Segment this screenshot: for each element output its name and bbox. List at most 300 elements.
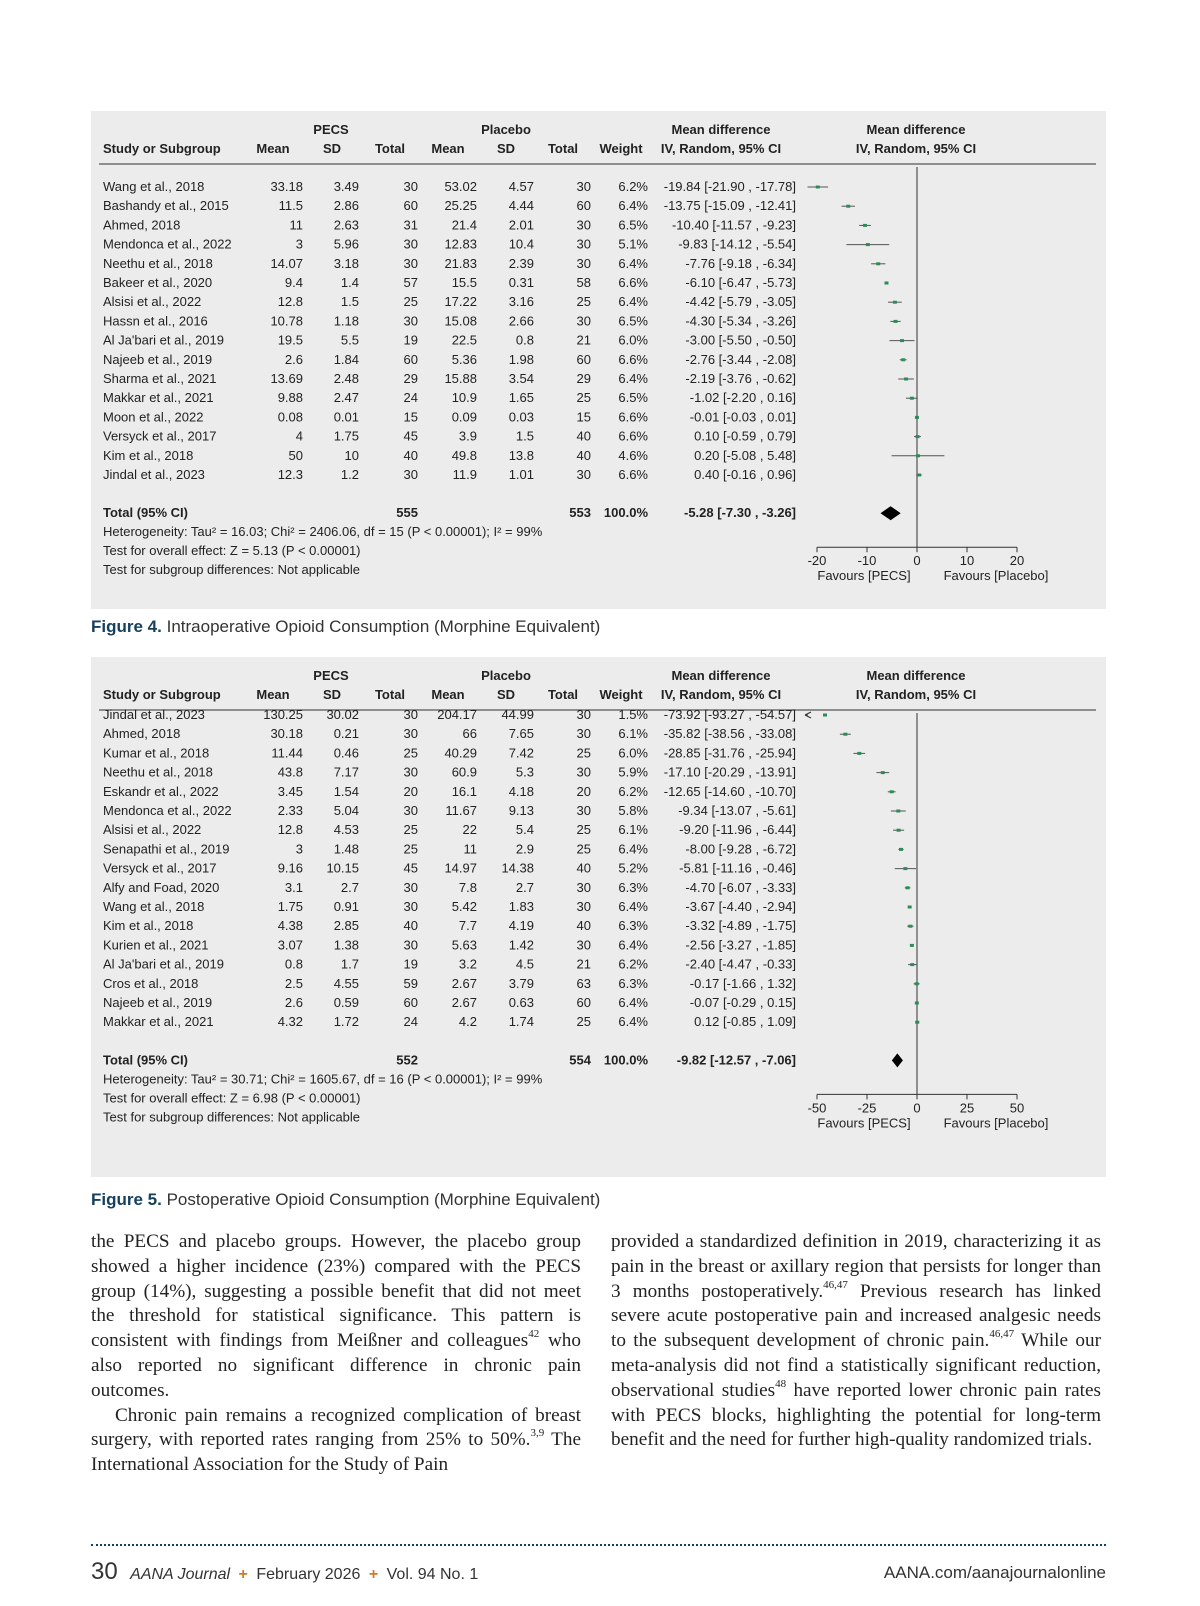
- pecs-mean: 12.8: [277, 294, 303, 310]
- citation: 48: [775, 1377, 787, 1390]
- placebo-sd: 7.65: [508, 726, 534, 742]
- pecs-mean: 2.33: [277, 803, 303, 818]
- placebo-mean: 204.17: [437, 707, 477, 722]
- placebo-total: 30: [576, 803, 591, 818]
- text: who also reported no significant difference in chronic pain outcomes.: [91, 1330, 581, 1401]
- pecs-sd: 2.63: [333, 217, 359, 233]
- placebo-mean: 10.9: [451, 390, 477, 406]
- weight: 5.8%: [618, 803, 648, 818]
- total-placebo: 553: [569, 505, 591, 521]
- ci-text: 0.10 [-0.59 , 0.79]: [694, 428, 796, 444]
- paragraph: [611, 1230, 1101, 1453]
- placebo-total: 30: [576, 179, 591, 194]
- placebo-total: 29: [576, 371, 591, 386]
- weight: 6.4%: [618, 995, 648, 1010]
- pecs-sd: 2.86: [333, 198, 359, 214]
- point-estimate: [915, 1002, 919, 1005]
- pecs-sd: 4.55: [333, 975, 359, 991]
- header-total-placebo: Total: [547, 687, 579, 702]
- pecs-mean: 9.4: [284, 275, 303, 290]
- placebo-total: 25: [576, 1014, 591, 1030]
- pecs-sd: 10: [344, 447, 359, 463]
- total-ci: -9.82 [-12.57 , -7.06]: [676, 1052, 796, 1068]
- page-number: 30: [91, 1558, 118, 1585]
- x-tick-label: -25: [857, 1100, 877, 1116]
- placebo-total: 40: [576, 860, 591, 876]
- weight: 6.4%: [618, 841, 648, 857]
- placebo-total: 20: [576, 783, 591, 799]
- header-mean-difference: Mean difference: [671, 668, 771, 683]
- placebo-total: 21: [576, 332, 591, 348]
- point-estimate: [876, 262, 880, 265]
- pecs-mean: 10.78: [270, 313, 303, 329]
- weight: 6.3%: [618, 879, 648, 895]
- pecs-sd: 1.2: [340, 467, 359, 482]
- total-weight: 100.0%: [603, 505, 648, 521]
- paragraph: [91, 1404, 581, 1478]
- pecs-sd: 2.47: [333, 390, 359, 406]
- ci-text: -3.32 [-4.89 , -1.75]: [685, 918, 796, 934]
- ci-text: -9.34 [-13.07 , -5.61]: [678, 803, 796, 818]
- pecs-sd: 30.02: [326, 707, 359, 722]
- pecs-total: 40: [403, 447, 418, 463]
- point-estimate: [897, 829, 901, 832]
- study-name: Moon et al., 2022: [103, 409, 204, 425]
- study-name: Jindal et al., 2023: [103, 707, 205, 722]
- pecs-total: 30: [403, 726, 418, 742]
- placebo-sd: 1.42: [508, 937, 534, 953]
- placebo-total: 60: [576, 198, 591, 214]
- pecs-total: 25: [403, 822, 418, 838]
- placebo-sd: 4.44: [508, 198, 534, 214]
- pecs-sd: 1.4: [340, 275, 359, 290]
- pecs-mean: 4.32: [277, 1014, 303, 1030]
- weight: 6.5%: [618, 217, 648, 233]
- placebo-mean: 4.2: [458, 1014, 477, 1030]
- ci-text: -1.02 [-2.20 , 0.16]: [689, 390, 796, 406]
- text: have reported lower chronic pain rates with PECS blocks, highlighting the potential for long-term benefit and the need for further high-quality randomized trials.: [611, 1379, 1102, 1451]
- pecs-sd: 1.38: [333, 937, 359, 953]
- placebo-mean: 15.08: [444, 313, 477, 329]
- figure-4-forest-plot: [91, 111, 1106, 609]
- placebo-mean: 12.83: [444, 236, 477, 252]
- figure-5-label: Figure 5.: [91, 1190, 162, 1209]
- ci-text: -0.17 [-1.66 , 1.32]: [689, 975, 796, 991]
- pecs-mean: 12.3: [277, 467, 303, 482]
- point-estimate: [894, 320, 898, 323]
- pecs-sd: 1.72: [333, 1014, 359, 1030]
- study-name: Al Ja'bari et al., 2019: [103, 956, 224, 972]
- paragraph: [91, 1230, 581, 1404]
- placebo-sd: 0.31: [508, 275, 534, 290]
- study-name: Alsisi et al., 2022: [103, 294, 202, 310]
- pecs-total: 60: [403, 995, 418, 1010]
- placebo-total: 60: [576, 351, 591, 367]
- pecs-sd: 3.18: [333, 255, 359, 271]
- ci-text: -2.56 [-3.27 , -1.85]: [685, 937, 796, 953]
- pecs-total: 25: [403, 745, 418, 761]
- placebo-mean: 3.2: [458, 956, 477, 972]
- figure-4-label: Figure 4.: [91, 617, 162, 636]
- journal-name: AANA Journal: [130, 1566, 231, 1583]
- point-estimate: [904, 378, 908, 381]
- point-estimate: [816, 186, 820, 189]
- ci-text: -4.42 [-5.79 , -3.05]: [685, 294, 796, 310]
- placebo-total: 25: [576, 294, 591, 310]
- point-estimate: [903, 867, 907, 870]
- study-name: Wang et al., 2018: [103, 179, 205, 194]
- placebo-mean: 2.67: [451, 975, 477, 991]
- pecs-sd: 0.01: [333, 409, 359, 425]
- point-estimate: [899, 848, 903, 851]
- study-name: Makkar et al., 2021: [103, 390, 214, 406]
- pecs-total: 24: [403, 390, 418, 406]
- placebo-mean: 2.67: [451, 995, 477, 1010]
- study-name: Sharma et al., 2021: [103, 371, 217, 386]
- placebo-sd: 14.38: [501, 860, 534, 876]
- pecs-sd: 10.15: [326, 860, 359, 876]
- placebo-mean: 17.22: [444, 294, 477, 310]
- pooled-diamond: [881, 506, 901, 520]
- header-pecs: PECS: [313, 122, 349, 137]
- placebo-mean: 7.8: [458, 879, 477, 895]
- x-tick-label: 0: [913, 1100, 921, 1116]
- pecs-mean: 3: [295, 236, 303, 252]
- figure-5-caption: [91, 1190, 600, 1210]
- pecs-total: 30: [403, 313, 418, 329]
- ci-arrow: [805, 712, 811, 718]
- ci-text: -35.82 [-38.56 , -33.08]: [663, 726, 796, 742]
- text: The International Association for the Study of Pain: [91, 1429, 581, 1476]
- weight: 6.3%: [618, 975, 648, 991]
- study-name: Kumar et al., 2018: [103, 745, 210, 761]
- pecs-mean: 19.5: [277, 332, 303, 348]
- placebo-sd: 0.8: [515, 332, 534, 348]
- journal-url[interactable]: AANA.com/aanajournalonline: [883, 1563, 1106, 1582]
- issue-date: February 2026: [256, 1566, 361, 1583]
- pecs-sd: 2.48: [333, 371, 359, 386]
- volume: Vol. 94 No. 1: [386, 1566, 479, 1583]
- weight: 6.3%: [618, 918, 648, 934]
- placebo-total: 25: [576, 841, 591, 857]
- pecs-mean: 2.6: [284, 351, 303, 367]
- placebo-mean: 15.88: [444, 371, 477, 386]
- placebo-sd: 1.83: [508, 899, 534, 914]
- weight: 6.5%: [618, 390, 648, 406]
- pecs-sd: 0.91: [333, 899, 359, 914]
- placebo-mean: 22: [462, 822, 477, 838]
- subgroup-test: Test for subgroup differences: Not applicable: [103, 562, 361, 578]
- placebo-sd: 1.5: [515, 428, 534, 444]
- x-tick-label: -20: [807, 553, 827, 569]
- placebo-mean: 14.97: [444, 860, 477, 876]
- pecs-sd: 2.7: [340, 879, 359, 895]
- placebo-total: 40: [576, 918, 591, 934]
- ci-text: -7.76 [-9.18 , -6.34]: [685, 255, 796, 271]
- placebo-total: 30: [576, 879, 591, 895]
- x-tick-label: -10: [857, 553, 877, 569]
- ci-text: -3.67 [-4.40 , -2.94]: [685, 899, 796, 914]
- placebo-sd: 1.65: [508, 390, 534, 406]
- placebo-sd: 4.5: [515, 956, 534, 972]
- placebo-total: 21: [576, 956, 591, 972]
- pecs-sd: 0.59: [333, 995, 359, 1010]
- ci-text: -8.00 [-9.28 , -6.72]: [685, 841, 796, 857]
- ci-text: 0.40 [-0.16 , 0.96]: [694, 467, 796, 482]
- placebo-total: 25: [576, 745, 591, 761]
- study-name: Jindal et al., 2023: [103, 467, 205, 482]
- total-label: Total (95% CI): [103, 505, 188, 521]
- ci-text: -13.75 [-15.09 , -12.41]: [663, 198, 796, 214]
- pecs-mean: 50: [288, 447, 303, 463]
- point-estimate: [915, 1021, 919, 1024]
- header-ci: IV, Random, 95% CI: [660, 687, 782, 702]
- header-weight: Weight: [599, 141, 643, 156]
- study-name: Alsisi et al., 2022: [103, 822, 202, 838]
- placebo-sd: 44.99: [501, 707, 534, 722]
- pecs-mean: 4: [295, 428, 303, 444]
- point-estimate: [866, 243, 870, 246]
- ci-text: -10.40 [-11.57 , -9.23]: [671, 217, 796, 233]
- placebo-sd: 1.74: [508, 1014, 534, 1030]
- pecs-total: 25: [403, 294, 418, 310]
- point-estimate: [893, 301, 897, 304]
- header-sd-placebo: SD: [496, 141, 516, 156]
- pecs-total: 30: [403, 879, 418, 895]
- pecs-sd: 4.53: [333, 822, 359, 838]
- placebo-sd: 3.16: [508, 294, 534, 310]
- text: While our meta-analysis did not find a statistically significant reduction, observational studies: [611, 1330, 1101, 1401]
- study-name: Najeeb et al., 2019: [103, 351, 213, 367]
- placebo-total: 30: [576, 467, 591, 482]
- weight: 1.5%: [618, 707, 648, 722]
- placebo-total: 25: [576, 822, 591, 838]
- placebo-total: 30: [576, 764, 591, 780]
- point-estimate: [823, 714, 827, 717]
- study-name: Senapathi et al., 2019: [103, 841, 230, 857]
- pecs-total: 19: [403, 956, 418, 972]
- placebo-sd: 4.57: [508, 179, 534, 194]
- pecs-sd: 5.96: [333, 236, 359, 252]
- weight: 6.4%: [618, 294, 648, 310]
- pecs-mean: 13.69: [270, 371, 303, 386]
- pecs-sd: 0.46: [333, 745, 359, 761]
- weight: 6.4%: [618, 1014, 648, 1030]
- pecs-mean: 3.45: [277, 783, 303, 799]
- pecs-sd: 5.04: [333, 803, 359, 818]
- placebo-total: 30: [576, 313, 591, 329]
- figure-4-chart: [91, 111, 1106, 609]
- weight: 5.9%: [618, 764, 648, 780]
- footer-divider: [91, 1544, 1106, 1546]
- pecs-sd: 1.7: [340, 956, 359, 972]
- weight: 6.1%: [618, 822, 648, 838]
- pecs-sd: 1.48: [333, 841, 359, 857]
- ci-text: -6.10 [-6.47 , -5.73]: [685, 275, 796, 290]
- ci-text: -9.83 [-14.12 , -5.54]: [678, 236, 796, 252]
- pecs-sd: 1.18: [333, 313, 359, 329]
- weight: 6.4%: [618, 255, 648, 271]
- header-mean-placebo: Mean: [431, 141, 465, 156]
- placebo-sd: 5.3: [515, 764, 534, 780]
- pecs-sd: 1.5: [340, 294, 359, 310]
- favours-pecs: Favours [PECS]: [817, 1115, 911, 1131]
- header-placebo: Placebo: [481, 668, 531, 683]
- ci-text: -73.92 [-93.27 , -54.57]: [663, 707, 796, 722]
- weight: 6.2%: [618, 783, 648, 799]
- x-tick-label: 50: [1009, 1100, 1025, 1116]
- header-mean-difference: Mean difference: [671, 122, 771, 137]
- placebo-sd: 7.42: [508, 745, 534, 761]
- placebo-sd: 0.63: [508, 995, 534, 1010]
- placebo-mean: 66: [462, 726, 477, 742]
- placebo-total: 40: [576, 447, 591, 463]
- point-estimate: [890, 790, 894, 793]
- pecs-total: 30: [403, 937, 418, 953]
- body-column-right: [611, 1230, 1101, 1453]
- favours-placebo: Favours [Placebo]: [943, 568, 1049, 584]
- pecs-total: 15: [403, 409, 418, 425]
- citation: 46,47: [989, 1328, 1015, 1341]
- placebo-total: 63: [576, 975, 591, 991]
- placebo-total: 30: [576, 255, 591, 271]
- citation: 3,9: [530, 1427, 545, 1440]
- pecs-total: 60: [403, 351, 418, 367]
- point-estimate: [906, 886, 910, 889]
- total-placebo: 554: [569, 1052, 591, 1068]
- header-pecs: PECS: [313, 668, 349, 683]
- point-estimate: [843, 733, 847, 736]
- header-study: Study or Subgroup: [103, 141, 221, 156]
- placebo-mean: 25.25: [444, 198, 477, 214]
- study-name: Versyck et al., 2017: [103, 428, 217, 444]
- pecs-sd: 3.49: [333, 179, 359, 194]
- point-estimate: [910, 944, 914, 947]
- pecs-mean: 3.1: [284, 879, 303, 895]
- study-name: Hassn et al., 2016: [103, 313, 208, 329]
- placebo-mean: 5.42: [451, 899, 477, 914]
- placebo-mean: 60.9: [451, 764, 477, 780]
- header-mean-pecs: Mean: [256, 687, 290, 702]
- pecs-total: 30: [403, 236, 418, 252]
- placebo-total: 15: [576, 409, 591, 425]
- weight: 6.4%: [618, 198, 648, 214]
- placebo-sd: 5.4: [515, 822, 534, 838]
- placebo-sd: 3.54: [508, 371, 534, 386]
- study-name: Bakeer et al., 2020: [103, 275, 213, 290]
- weight: 6.2%: [618, 179, 648, 194]
- weight: 6.4%: [618, 371, 648, 386]
- placebo-sd: 3.79: [508, 975, 534, 991]
- header-mean-difference-plot: Mean difference: [866, 668, 966, 683]
- pecs-mean: 33.18: [270, 179, 303, 194]
- study-name: Mendonca et al., 2022: [103, 803, 232, 818]
- subgroup-test: Test for subgroup differences: Not applicable: [103, 1109, 361, 1125]
- ci-text: -4.70 [-6.07 , -3.33]: [685, 879, 796, 895]
- pecs-mean: 9.88: [277, 390, 303, 406]
- placebo-sd: 2.9: [515, 841, 534, 857]
- x-tick-label: 10: [959, 553, 975, 569]
- x-tick-label: 25: [959, 1100, 975, 1116]
- pecs-mean: 1.75: [277, 899, 303, 914]
- pecs-total: 59: [403, 975, 418, 991]
- pecs-mean: 4.38: [277, 918, 303, 934]
- heterogeneity: Heterogeneity: Tau² = 16.03; Chi² = 2406.06, df = 15 (P < 0.00001); I² = 99%: [103, 524, 543, 540]
- placebo-sd: 13.8: [508, 447, 534, 463]
- ci-text: -3.00 [-5.50 , -0.50]: [685, 332, 796, 348]
- overall-effect: Test for overall effect: Z = 6.98 (P < 0.00001): [103, 1090, 361, 1106]
- point-estimate: [917, 474, 921, 477]
- ci-text: -0.07 [-0.29 , 0.15]: [689, 995, 796, 1010]
- placebo-sd: 0.03: [508, 409, 534, 425]
- weight: 6.2%: [618, 956, 648, 972]
- total-weight: 100.0%: [603, 1052, 648, 1068]
- placebo-total: 30: [576, 726, 591, 742]
- placebo-sd: 2.01: [508, 217, 534, 233]
- placebo-sd: 4.19: [508, 918, 534, 934]
- header-total-pecs: Total: [374, 141, 406, 156]
- weight: 6.1%: [618, 726, 648, 742]
- ci-text: 0.20 [-5.08 , 5.48]: [694, 447, 796, 463]
- pecs-total: 30: [403, 803, 418, 818]
- separator-icon: +: [368, 1566, 379, 1583]
- pecs-total: 30: [403, 255, 418, 271]
- pecs-mean: 43.8: [277, 764, 303, 780]
- placebo-sd: 9.13: [508, 803, 534, 818]
- ci-text: -19.84 [-21.90 , -17.78]: [663, 179, 796, 194]
- pecs-total: 30: [403, 764, 418, 780]
- study-name: Kim et al., 2018: [103, 447, 194, 463]
- header-mean-placebo: Mean: [431, 687, 465, 702]
- figure-4-caption: [91, 617, 600, 637]
- total-pecs: 552: [396, 1052, 418, 1068]
- favours-placebo: Favours [Placebo]: [943, 1115, 1049, 1131]
- footer-left: [91, 1558, 478, 1586]
- placebo-mean: 11.67: [445, 803, 477, 818]
- point-estimate: [885, 282, 889, 285]
- pecs-total: 60: [403, 198, 418, 214]
- ci-text: -4.30 [-5.34 , -3.26]: [685, 313, 796, 329]
- pooled-diamond: [892, 1053, 903, 1067]
- weight: 6.6%: [618, 467, 648, 482]
- heterogeneity: Heterogeneity: Tau² = 30.71; Chi² = 1605.67, df = 16 (P < 0.00001); I² = 99%: [103, 1071, 543, 1087]
- placebo-total: 30: [576, 899, 591, 914]
- header-sd-pecs: SD: [322, 687, 342, 702]
- header-mean-pecs: Mean: [256, 141, 290, 156]
- figure-5-forest-plot: [91, 657, 1106, 1177]
- figure-4-title: Intraoperative Opioid Consumption (Morphine Equivalent): [166, 617, 601, 636]
- header-ci: IV, Random, 95% CI: [660, 141, 782, 156]
- placebo-sd: 1.01: [508, 467, 534, 482]
- pecs-sd: 2.85: [333, 918, 359, 934]
- placebo-mean: 22.5: [451, 332, 477, 348]
- placebo-mean: 15.5: [451, 275, 477, 290]
- placebo-total: 25: [576, 390, 591, 406]
- placebo-total: 60: [576, 995, 591, 1010]
- pecs-total: 40: [403, 918, 418, 934]
- study-name: Ahmed, 2018: [103, 217, 181, 233]
- ci-text: -2.40 [-4.47 , -0.33]: [685, 956, 796, 972]
- study-name: Wang et al., 2018: [103, 899, 205, 914]
- point-estimate: [900, 339, 904, 342]
- weight: 6.6%: [618, 351, 648, 367]
- weight: 6.4%: [618, 899, 648, 914]
- placebo-total: 30: [576, 937, 591, 953]
- study-name: Cros et al., 2018: [103, 975, 199, 991]
- study-name: Neethu et al., 2018: [103, 764, 213, 780]
- pecs-mean: 30.18: [270, 726, 303, 742]
- body-column-left: [91, 1230, 581, 1478]
